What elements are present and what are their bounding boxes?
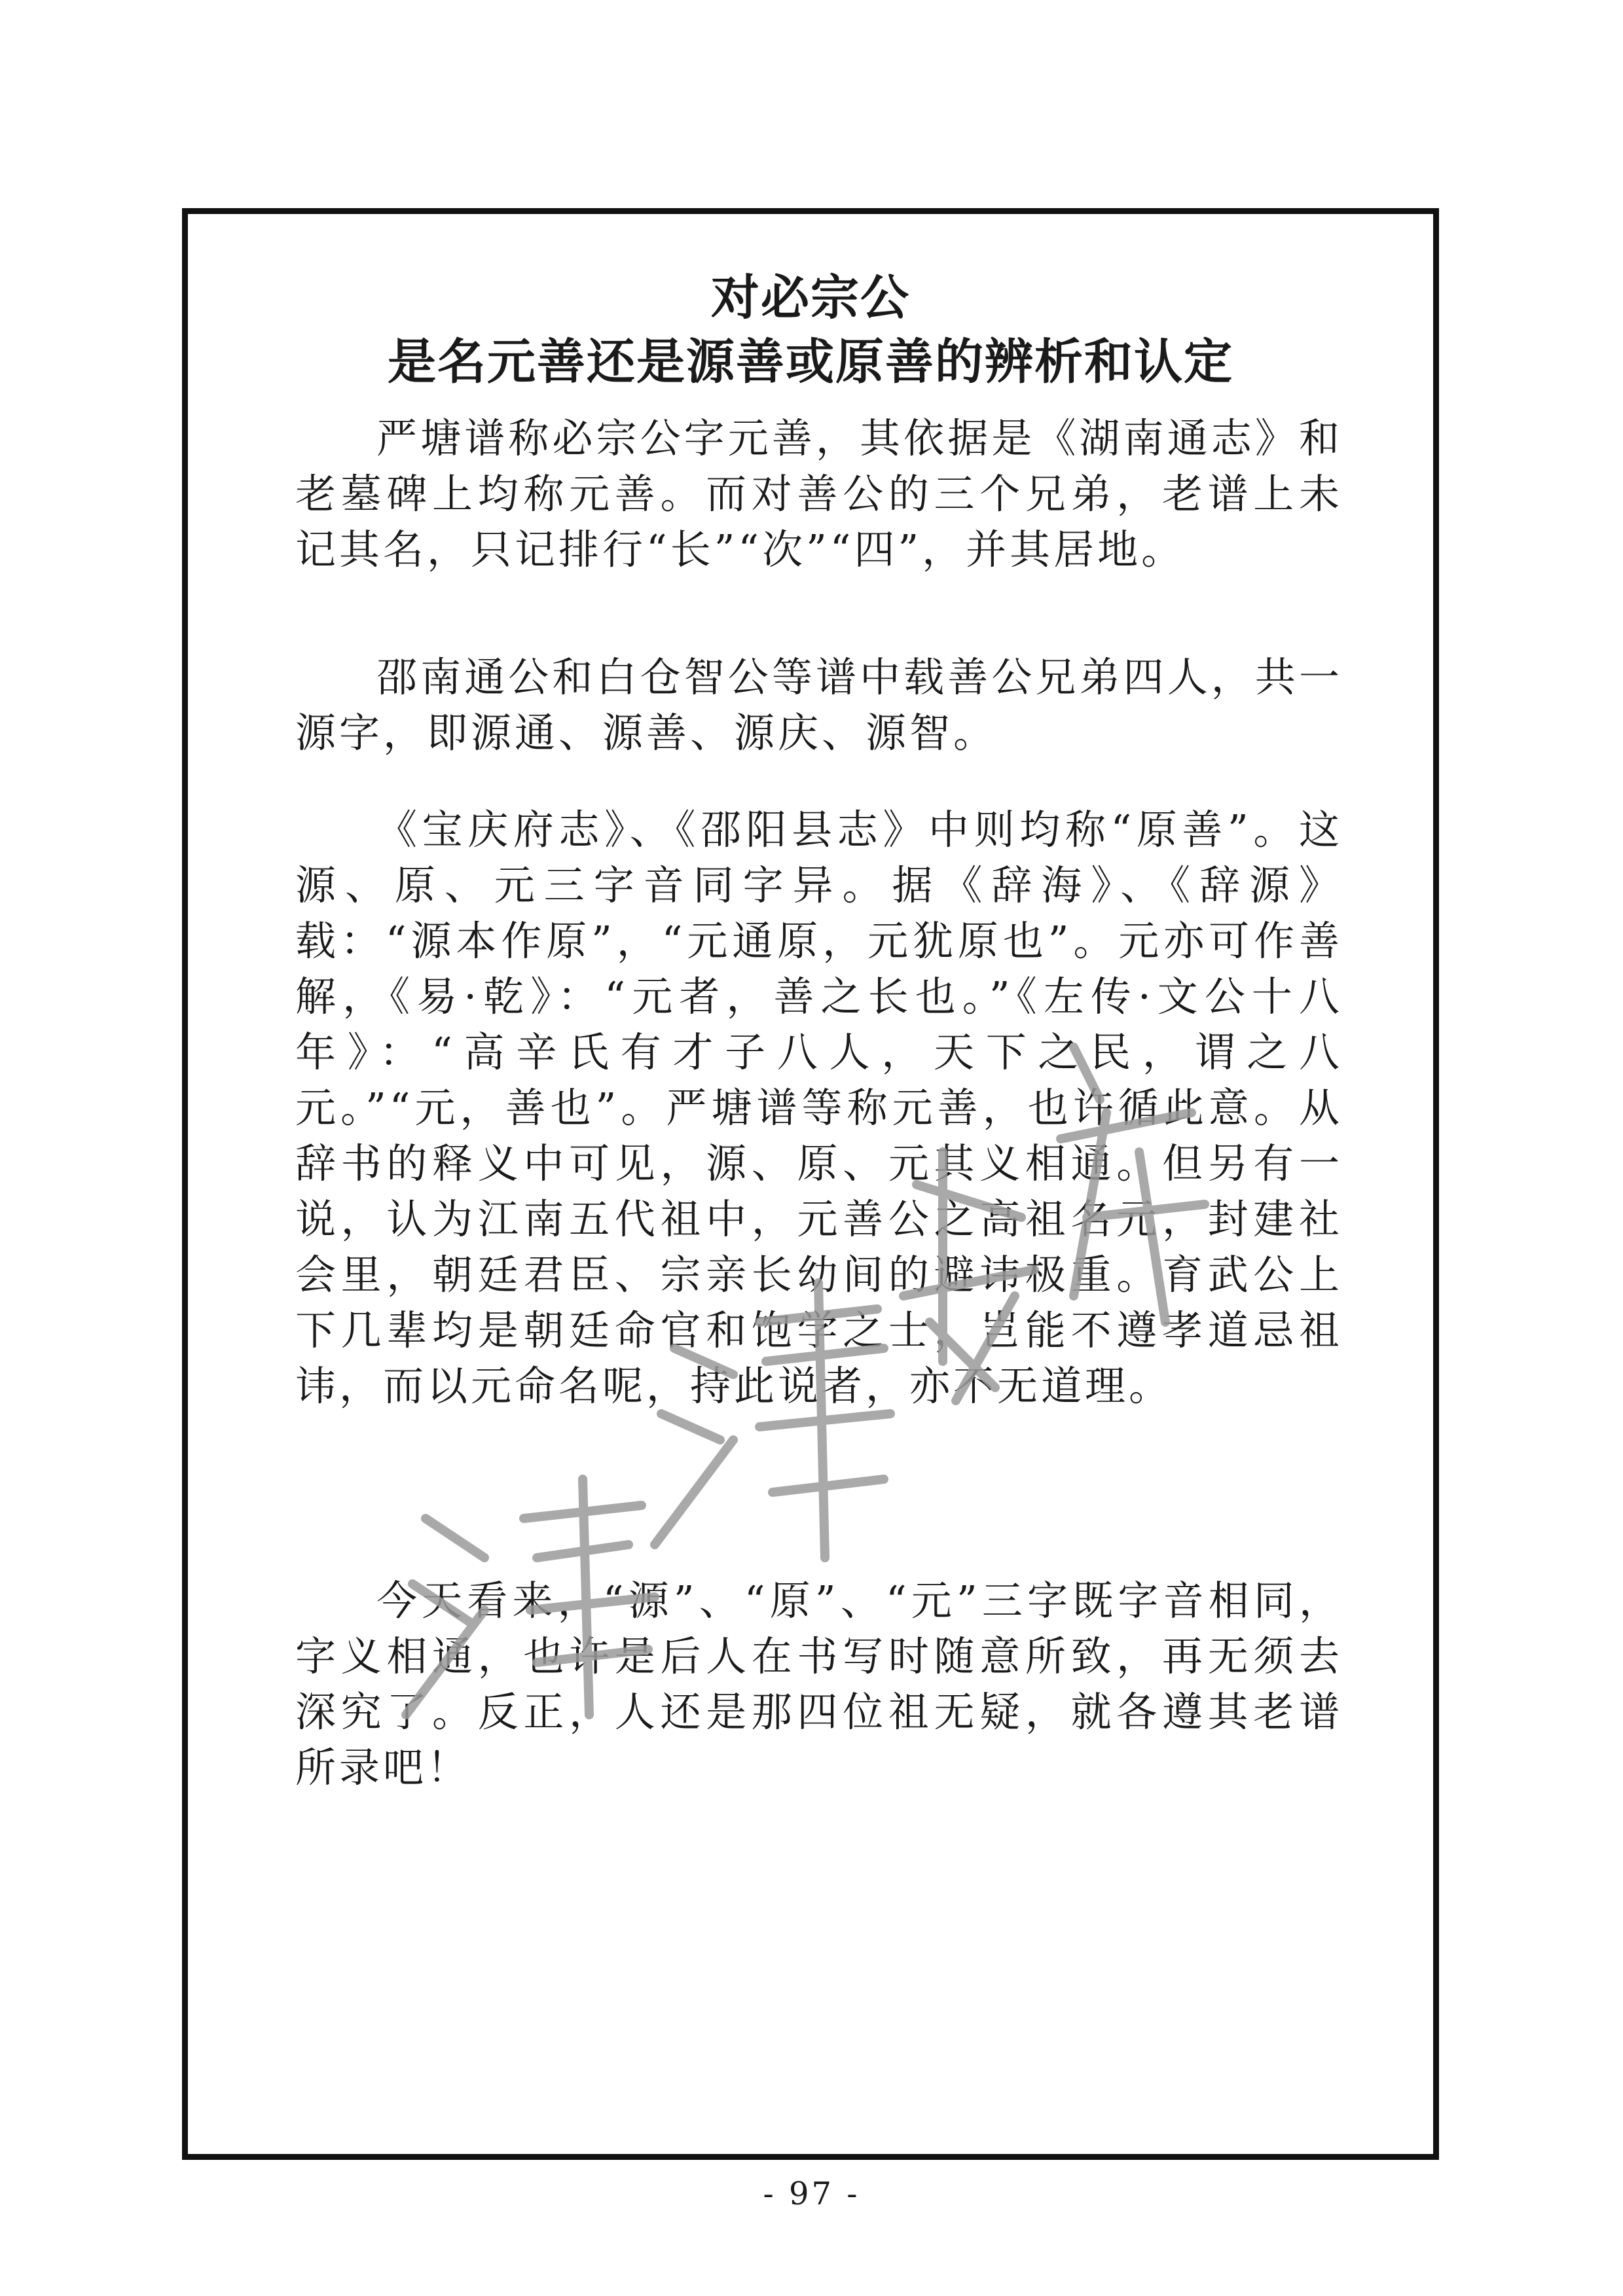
paragraph-text: 邵南通公和白仓智公等谱中载善公兄弟四人，共一源字，即源通、源善、源庆、源智。 <box>295 653 1343 757</box>
paragraph-3 <box>295 802 1343 1414</box>
page-title: 对必宗公 <box>711 270 910 326</box>
paragraph-4 <box>295 1573 1343 1795</box>
paragraph-text: 《宝庆府志》、《邵阳县志》中则均称“原善”。这源、原、元三字音同字异。据《辞海》、《辞源》载：“源本作原”，“元通原，元犹原也”。元亦可作善解，《易·乾》：“元者，善之长也。”《左传·文公十八年》：“高辛氏有才子八人，天下之民，谓之八元。”“元，善也”。严塘谱等称元善，也许循此意。从辞书的释义中可见，源、原、元其义相通。但另有一说，认为江南五代祖中，元善公之高祖名元，封建社会里，朝廷君臣、宗亲长幼间的避讳极重。育武公上下几辈均是朝廷命官和饱学之士，岂能不遵孝道忌祖讳，而以元命名呢，持此说者，亦不无道理。 <box>295 806 1343 1410</box>
paragraph-1 <box>295 410 1343 577</box>
paragraph-2 <box>295 649 1343 761</box>
paragraph-text: 今天看来，“源”、“原”、“元”三字既字音相同，字义相通，也许是后人在书写时随意所致，再无须去深究了。反正，人还是那四位祖无疑，就各遵其老谱所录吧！ <box>295 1577 1343 1791</box>
paragraph-text: 严塘谱称必宗公字元善，其依据是《湖南通志》和老墓碑上均称元善。而对善公的三个兄弟，老谱上未记其名，只记排行“长”“次”“四”，并其居地。 <box>295 414 1343 573</box>
page-number: - 97 - <box>763 2176 860 2212</box>
page-frame <box>182 208 1439 2160</box>
page-subtitle: 是名元善还是源善或原善的辨析和认定 <box>388 334 1233 390</box>
